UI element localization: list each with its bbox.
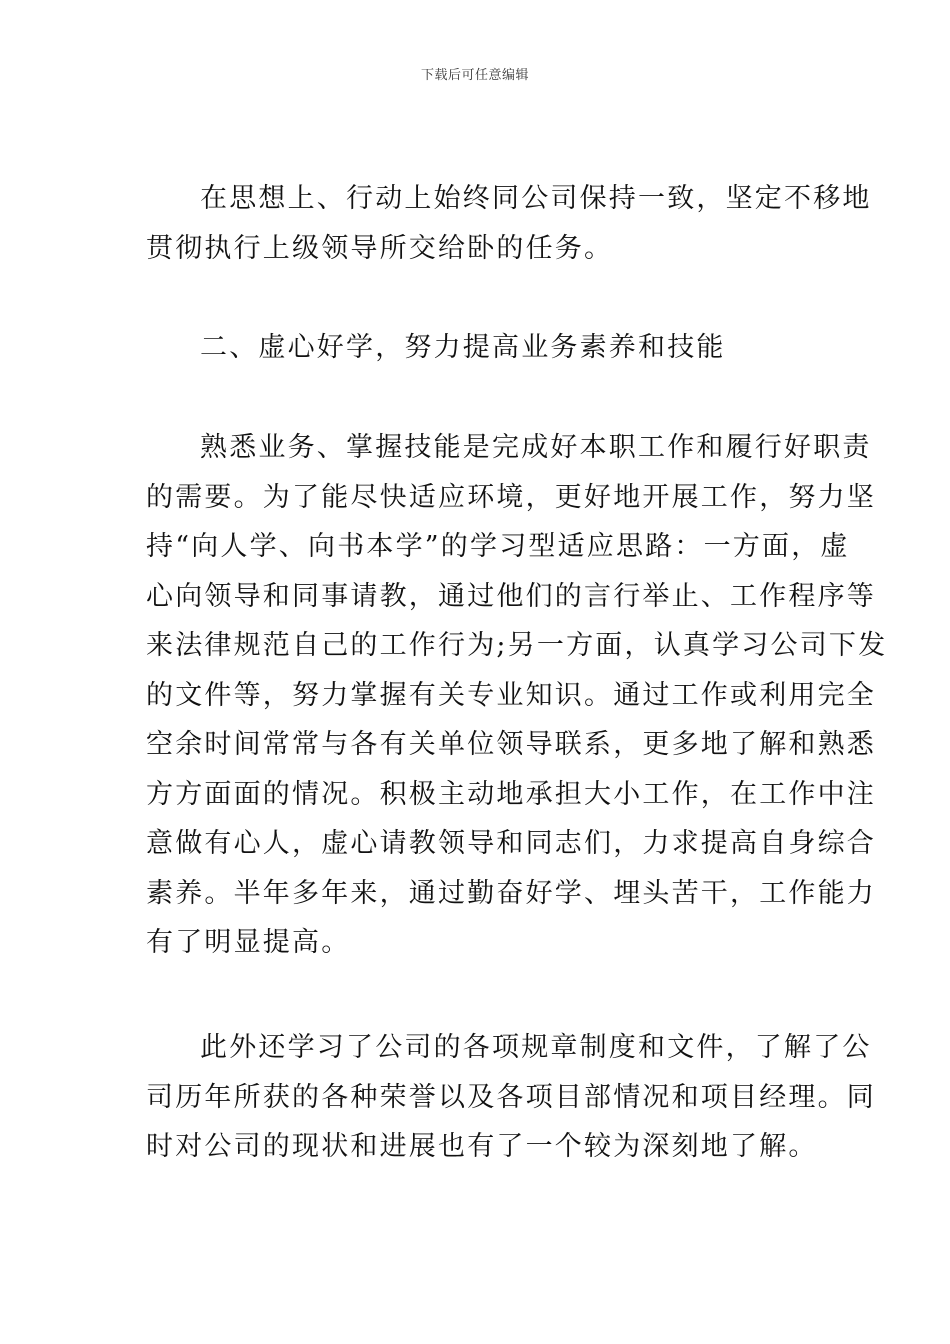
- section-heading-text: 二、虚心好学，努力提高业务素养和技能: [200, 332, 726, 363]
- paragraph-line: 方方面面的情况。积极主动地承担大小工作，在工作中注: [146, 778, 876, 810]
- paragraph-line: 空余时间常常与各有关单位领导联系，更多地了解和熟悉: [146, 729, 876, 760]
- paragraph-line: 贯彻执行上级领导所交给卧的任务。: [146, 232, 614, 264]
- paragraph-line: 来法律规范自己的工作行为;另一方面，认真学习公司下发: [146, 630, 888, 661]
- paragraph-line: 素养。半年多年来，通过勤奋好学、埋头苦干，工作能力: [146, 877, 876, 909]
- paragraph-3: [146, 1023, 876, 1172]
- paragraph-line: 的需要。为了能尽快适应环境，更好地开展工作，努力坚: [146, 481, 876, 513]
- paragraph-1: [146, 174, 872, 273]
- section-heading: [146, 323, 808, 373]
- paragraph-line: 持“向人学、向书本学”的学习型适应思路：一方面，虚: [146, 531, 850, 562]
- paragraph-line: 此外还学习了公司的各项规章制度和文件，了解了公: [200, 1032, 872, 1063]
- paragraph-line: 在思想上、行动上始终同公司保持一致，坚定不移地: [200, 183, 872, 214]
- page-header: 下载后可任意编辑: [420, 68, 529, 83]
- paragraph-line: 司历年所获的各种荣誉以及各项目部情况和项目经理。同: [146, 1081, 876, 1113]
- paragraph-line: 时对公司的现状和进展也有了一个较为深刻地了解。: [146, 1131, 818, 1162]
- paragraph-2: [146, 423, 888, 968]
- paragraph-line: 熟悉业务、掌握技能是完成好本职工作和履行好职责: [200, 432, 872, 463]
- paragraph-line: 意做有心人，虚心请教领导和同志们，力求提高自身综合: [146, 828, 876, 859]
- paragraph-line: 的文件等，努力掌握有关专业知识。通过工作或利用完全: [146, 679, 876, 711]
- paragraph-line: 有了明显提高。: [146, 927, 351, 958]
- paragraph-line: 心向领导和同事请教，通过他们的言行举止、工作程序等: [146, 580, 876, 612]
